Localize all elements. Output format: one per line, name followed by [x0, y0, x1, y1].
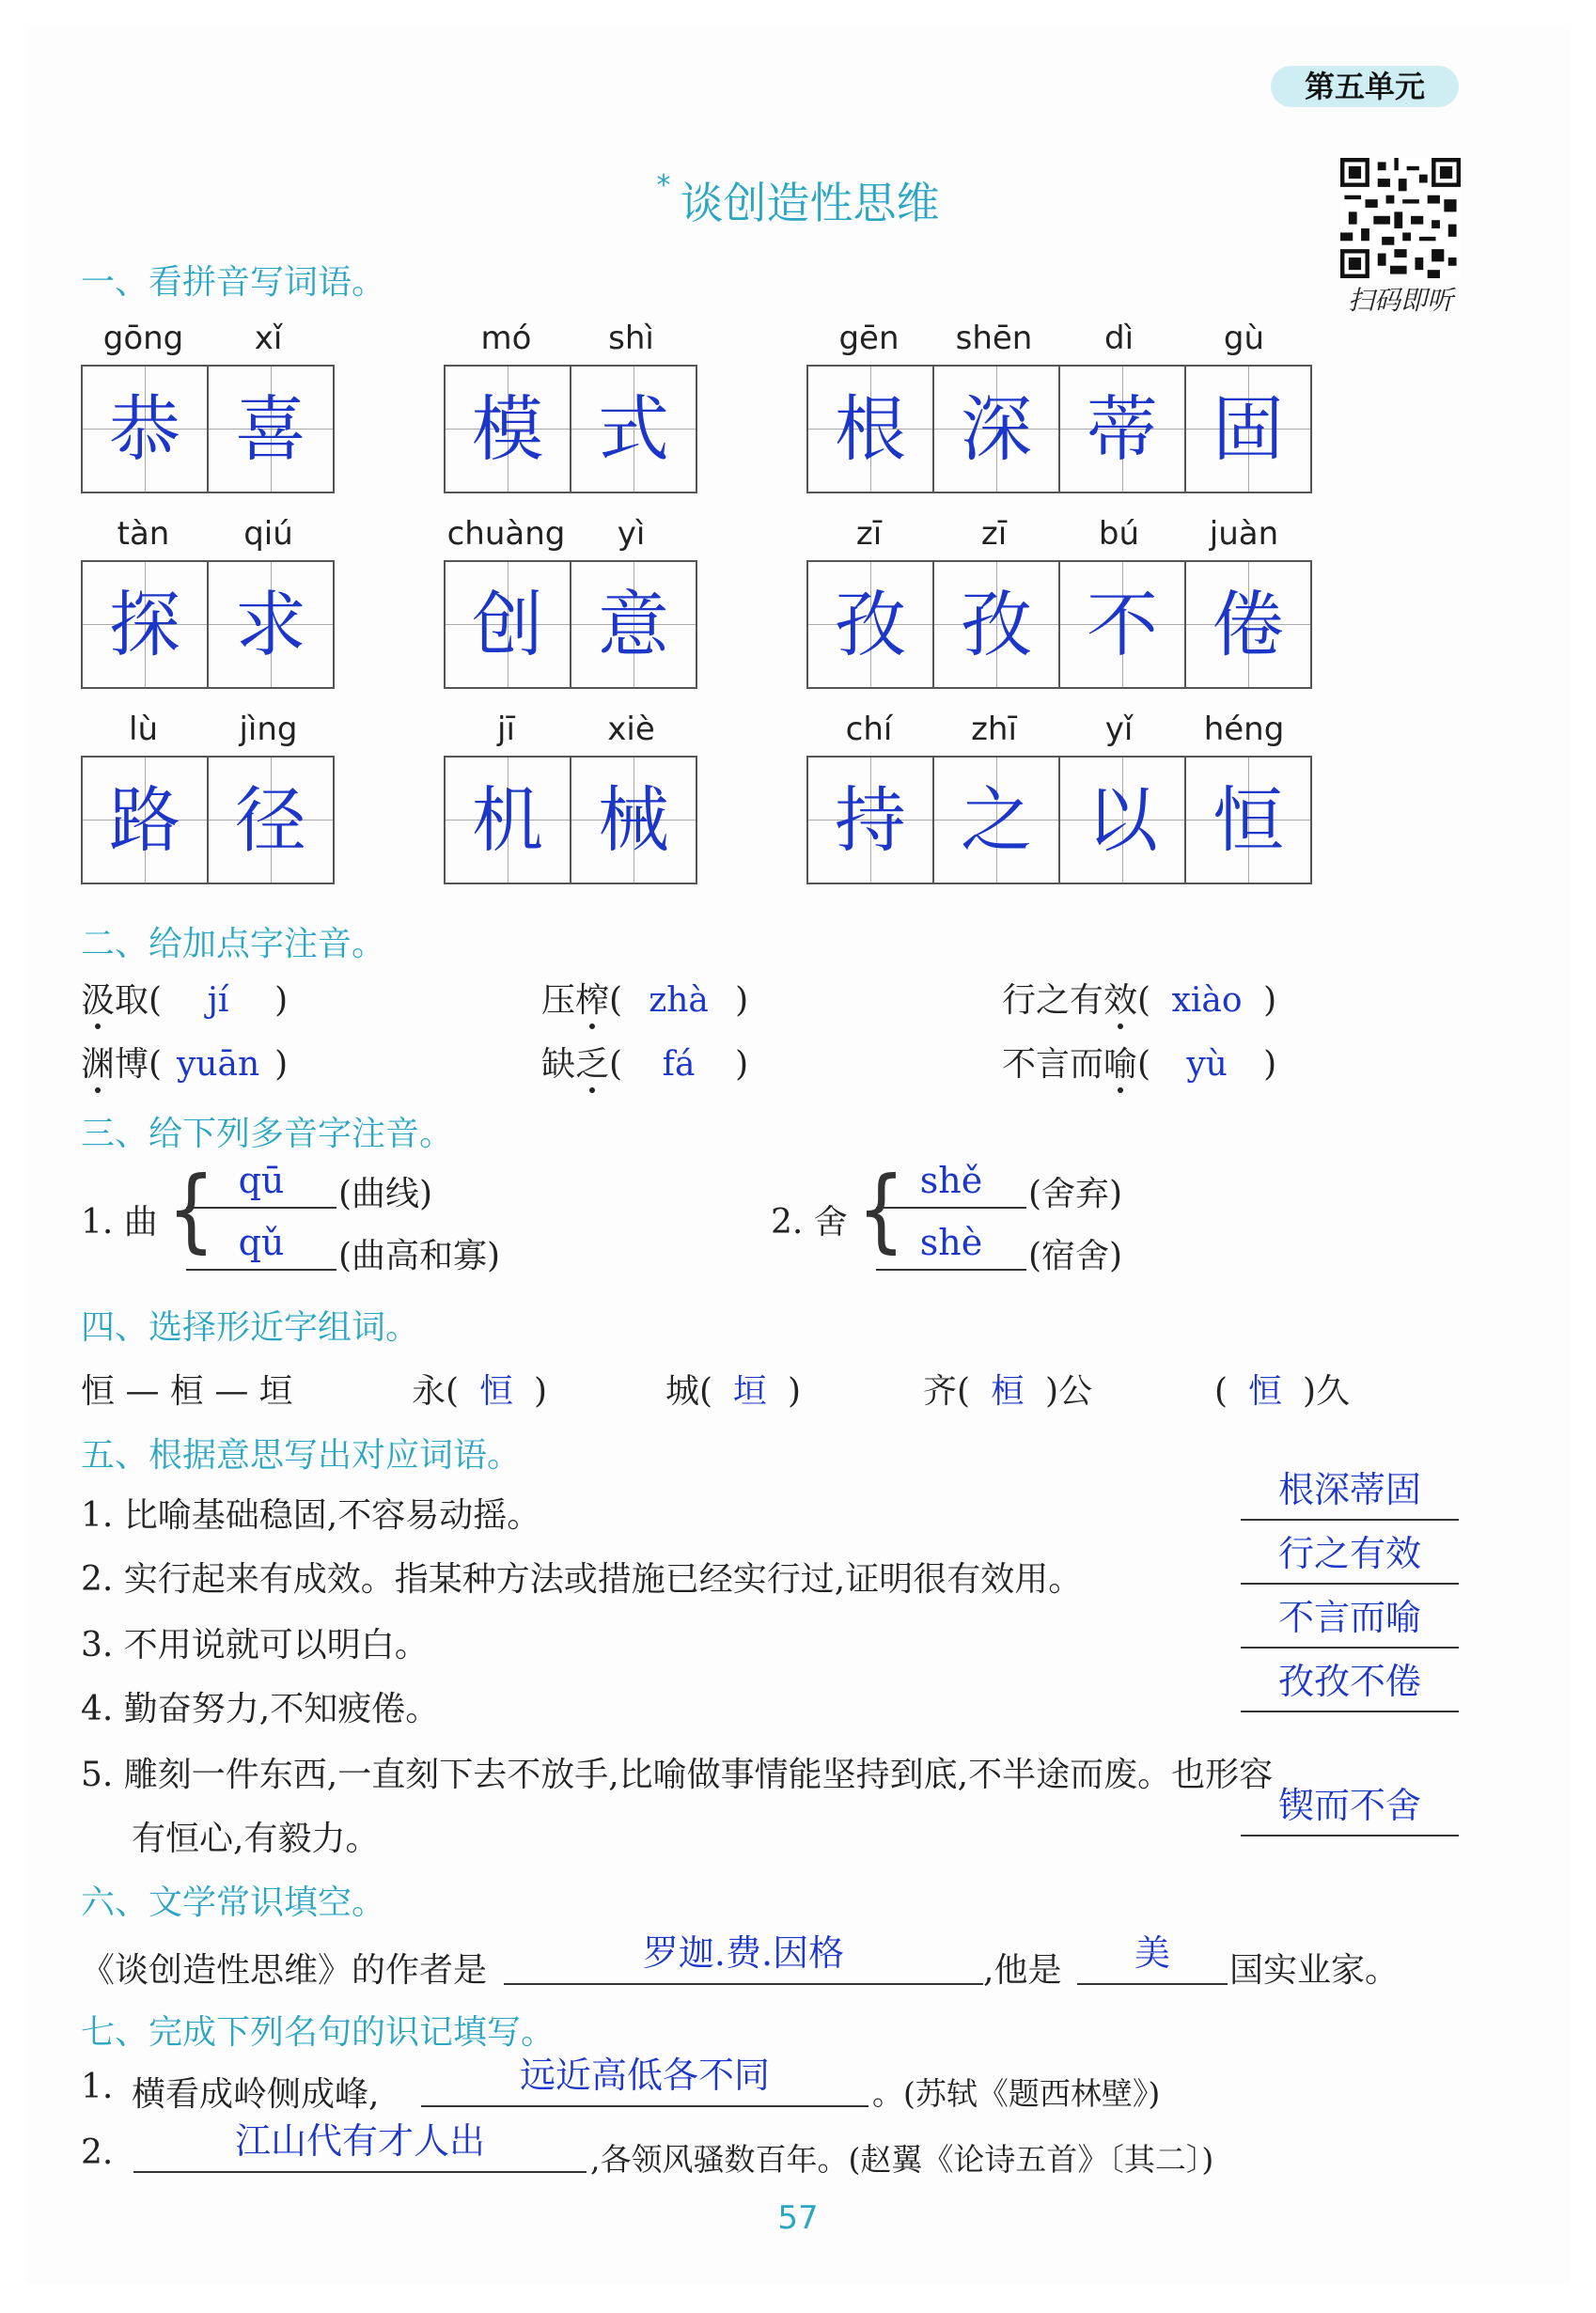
quote-1-post: 。(苏轼《题西林壁》) — [872, 2075, 1161, 2112]
pinyin-row — [81, 515, 331, 553]
pinyin-syllable: chuàng — [446, 515, 566, 553]
annotate-answer[interactable]: xiào — [1171, 981, 1243, 1020]
quote-1-num: 1. — [81, 2068, 114, 2106]
literature-post: 国实业家。 — [1229, 1951, 1400, 1990]
tianzige-cell[interactable]: 路 — [83, 758, 209, 883]
brace-icon: { — [167, 1157, 215, 1263]
annotate-answer[interactable]: yù — [1186, 1045, 1228, 1084]
pinyin-syllable: bú — [1098, 515, 1140, 553]
pinyin-row — [806, 711, 1307, 748]
pinyin-syllable: shì — [608, 320, 654, 357]
tianzige-cell[interactable]: 探 — [83, 562, 209, 687]
similar-answer[interactable]: 桓 — [991, 1372, 1025, 1411]
qr-label: 扫码即听 — [1347, 285, 1453, 316]
annotate-post: ( — [609, 1045, 623, 1084]
annotate-dotted-char: 渊 — [81, 1045, 116, 1084]
annotate-answer[interactable]: jí — [207, 981, 229, 1020]
brace-icon: { — [857, 1157, 905, 1263]
pinyin-syllable: xǐ — [254, 320, 283, 357]
pinyin-syllable: juàn — [1209, 515, 1279, 553]
annotate-dotted-char: 榨 — [575, 981, 610, 1020]
annotate-dotted-char: 乏 — [575, 1045, 610, 1084]
section-6-heading: 六、文学常识填空。 — [81, 1883, 386, 1922]
pinyin-row — [444, 515, 694, 553]
annotate-close: ) — [274, 1045, 289, 1084]
similar-group: 恒 — 桓 — 垣 — [81, 1372, 293, 1411]
similar-item — [412, 1365, 547, 1413]
pinyin-row — [806, 515, 1307, 553]
similar-answer[interactable]: 垣 — [733, 1372, 768, 1411]
unit-tab: 第五单元 — [1271, 66, 1459, 107]
annotate-close: ) — [274, 981, 289, 1020]
annotate-post: ( — [609, 981, 623, 1020]
tianzige-cell[interactable]: 持 — [808, 758, 934, 883]
polyphone-answer[interactable]: qū — [186, 1162, 336, 1209]
literature-pre: 《谈创造性思维》的作者是 — [81, 1951, 488, 1990]
pinyin-row — [81, 711, 331, 748]
quote-1-answer[interactable]: 远近高低各不同 — [421, 2049, 868, 2107]
tianzige-boxes — [806, 365, 1312, 493]
tianzige-cell[interactable]: 以 — [1060, 758, 1186, 883]
tianzige-cell[interactable]: 固 — [1186, 367, 1310, 492]
tianzige-boxes — [444, 756, 697, 884]
similar-post: ) — [788, 1372, 802, 1411]
annotate-post: ( — [1137, 981, 1151, 1020]
meaning-answer[interactable]: 孜孜不倦 — [1241, 1658, 1459, 1712]
pinyin-syllable: yǐ — [1104, 711, 1134, 748]
tianzige-cell[interactable]: 倦 — [1186, 562, 1310, 687]
tianzige-cell[interactable]: 模 — [446, 367, 571, 492]
tianzige-cell[interactable]: 孜 — [934, 562, 1060, 687]
annotate-answer[interactable]: yuān — [176, 1045, 260, 1084]
quote-1-pre: 横看成岭侧成峰, — [132, 2075, 380, 2114]
annotate-answer[interactable]: fá — [662, 1045, 696, 1084]
tianzige-cell[interactable]: 不 — [1060, 562, 1186, 687]
section-7-heading: 七、完成下列名句的识记填写。 — [81, 2013, 555, 2052]
pinyin-syllable: lù — [129, 711, 158, 748]
pinyin-syllable: xiè — [607, 711, 655, 748]
polyphone-word: (曲高和寡) — [338, 1237, 501, 1275]
pinyin-syllable: mó — [480, 320, 532, 357]
polyphone-word: (宿舍) — [1028, 1237, 1123, 1275]
quote-2-post: ,各领风骚数百年。(赵翼《论诗五首》〔其二〕) — [590, 2141, 1214, 2178]
tianzige-boxes — [444, 560, 697, 689]
annotate-item — [541, 974, 748, 1022]
tianzige-cell[interactable]: 径 — [209, 758, 333, 883]
pinyin-syllable: zī — [980, 515, 1008, 553]
tianzige-cell[interactable]: 喜 — [209, 367, 333, 492]
literature-country-answer[interactable]: 美 — [1077, 1927, 1228, 1985]
annotate-dotted-char: 喻 — [1103, 1045, 1138, 1084]
meaning-text: 1. 比喻基础稳固,不容易动摇。 — [81, 1496, 541, 1535]
page-number: 57 — [777, 2199, 819, 2237]
pinyin-row — [806, 320, 1307, 357]
tianzige-cell[interactable]: 孜 — [808, 562, 934, 687]
title-text: 谈创造性思维 — [680, 178, 940, 228]
annotate-post: 博( — [115, 1045, 163, 1084]
polyphone-answer[interactable]: shě — [876, 1162, 1026, 1209]
similar-pre: 永( — [412, 1372, 460, 1411]
pinyin-row — [444, 711, 694, 748]
polyphone-answer[interactable]: shè — [876, 1224, 1026, 1271]
polyphone-label: 1. 曲 — [81, 1203, 158, 1242]
similar-post: )公 — [1045, 1372, 1093, 1411]
tianzige-cell[interactable]: 求 — [209, 562, 333, 687]
pinyin-syllable: zhī — [971, 711, 1017, 748]
similar-pre: 城( — [665, 1372, 713, 1411]
polyphone-word: (舍弃) — [1028, 1175, 1123, 1213]
pinyin-syllable: jìng — [239, 711, 298, 748]
annotate-close: ) — [735, 981, 749, 1020]
similar-pre: 齐( — [923, 1372, 971, 1411]
meaning-text: 4. 勤奋努力,不知疲倦。 — [81, 1690, 440, 1728]
pinyin-syllable: chí — [845, 711, 893, 748]
annotate-dotted-char: 汲 — [81, 981, 116, 1020]
annotate-pre: 缺 — [541, 1045, 576, 1084]
tianzige-boxes — [81, 756, 335, 884]
annotate-answer[interactable]: zhà — [649, 981, 709, 1020]
tianzige-cell[interactable]: 深 — [934, 367, 1060, 492]
similar-post: ) — [534, 1372, 548, 1411]
meaning-text: 3. 不用说就可以明白。 — [81, 1626, 429, 1664]
pinyin-syllable: jī — [497, 711, 515, 748]
similar-item — [665, 1365, 801, 1413]
annotate-pre: 不言而 — [1002, 1045, 1104, 1084]
pinyin-syllable: gōng — [102, 320, 184, 357]
tianzige-cell[interactable]: 创 — [446, 562, 571, 687]
literature-author-answer[interactable]: 罗迦.费.因格 — [504, 1927, 983, 1985]
polyphone-answer[interactable]: qǔ — [186, 1224, 336, 1271]
pinyin-syllable: tàn — [117, 515, 170, 553]
tianzige-boxes — [444, 365, 697, 493]
tianzige-cell[interactable]: 机 — [446, 758, 571, 883]
pinyin-syllable: qiú — [243, 515, 293, 553]
tianzige-cell[interactable]: 之 — [934, 758, 1060, 883]
meaning-text: 2. 实行起来有成效。指某种方法或措施已经实行过,证明很有效用。 — [81, 1560, 1083, 1599]
pinyin-syllable: gēn — [838, 320, 900, 357]
tianzige-cell[interactable]: 根 — [808, 367, 934, 492]
pinyin-syllable: zī — [855, 515, 883, 553]
tianzige-cell[interactable]: 械 — [571, 758, 696, 883]
tianzige-cell[interactable]: 意 — [571, 562, 696, 687]
similar-pre: ( — [1214, 1372, 1228, 1411]
meaning-text: 5. 雕刻一件东西,一直刻下去不放手,比喻做事情能坚持到底,不半途而废。也形容 — [81, 1756, 1274, 1794]
annotate-item — [81, 1038, 288, 1086]
title-mark: * — [656, 169, 671, 202]
section-2-heading: 二、给加点字注音。 — [81, 925, 386, 963]
annotate-item — [81, 974, 288, 1022]
similar-post: )久 — [1303, 1372, 1351, 1411]
section-1-heading: 一、看拼音写词语。 — [81, 263, 386, 302]
tianzige-cell[interactable]: 式 — [571, 367, 696, 492]
tianzige-cell[interactable]: 恒 — [1186, 758, 1310, 883]
meaning-answer[interactable]: 根深蒂固 — [1241, 1466, 1459, 1521]
pinyin-row — [444, 320, 694, 357]
pinyin-syllable: shēn — [955, 320, 1033, 357]
similar-item — [1214, 1365, 1350, 1413]
pinyin-syllable: yì — [617, 515, 646, 553]
literature-mid: ,他是 — [983, 1951, 1062, 1990]
annotate-pre: 行之有 — [1002, 981, 1104, 1020]
meaning-answer[interactable]: 行之有效 — [1241, 1530, 1459, 1585]
annotate-dotted-char: 效 — [1103, 981, 1138, 1020]
tianzige-cell[interactable]: 恭 — [83, 367, 209, 492]
section-5-heading: 五、根据意思写出对应词语。 — [81, 1436, 522, 1475]
similar-answer[interactable]: 恒 — [479, 1372, 514, 1411]
pinyin-syllable: dì — [1103, 320, 1134, 357]
annotate-close: ) — [735, 1045, 749, 1084]
similar-answer[interactable]: 恒 — [1248, 1372, 1283, 1411]
annotate-item — [541, 1038, 748, 1086]
tianzige-boxes — [806, 756, 1312, 884]
meaning-text-cont: 有恒心,有毅力。 — [132, 1820, 380, 1858]
annotate-item — [1002, 1038, 1276, 1086]
polyphone-word: (曲线) — [338, 1175, 433, 1213]
annotate-post: ( — [1137, 1045, 1151, 1084]
quote-2-num: 2. — [81, 2133, 114, 2172]
meaning-answer[interactable]: 不言而喻 — [1241, 1594, 1459, 1649]
meaning-answer[interactable]: 锲而不舍 — [1241, 1782, 1459, 1836]
annotate-item — [1002, 974, 1276, 1022]
polyphone-label: 2. 舍 — [771, 1203, 848, 1242]
tianzige-boxes — [81, 365, 335, 493]
annotate-close: ) — [1263, 1045, 1277, 1084]
quote-2-answer[interactable]: 江山代有才人出 — [133, 2115, 587, 2173]
tianzige-boxes — [806, 560, 1312, 689]
annotate-post: 取( — [115, 981, 163, 1020]
similar-item — [923, 1365, 1092, 1413]
pinyin-syllable: héng — [1203, 711, 1285, 748]
pinyin-row — [81, 320, 331, 357]
annotate-close: ) — [1263, 981, 1277, 1020]
pinyin-syllable: gù — [1223, 320, 1265, 357]
section-4-heading: 四、选择形近字组词。 — [81, 1308, 420, 1347]
section-3-heading: 三、给下列多音字注音。 — [81, 1115, 454, 1153]
tianzige-boxes — [81, 560, 335, 689]
annotate-pre: 压 — [541, 981, 576, 1020]
tianzige-cell[interactable]: 蒂 — [1060, 367, 1186, 492]
qr-code-icon[interactable] — [1340, 158, 1461, 278]
